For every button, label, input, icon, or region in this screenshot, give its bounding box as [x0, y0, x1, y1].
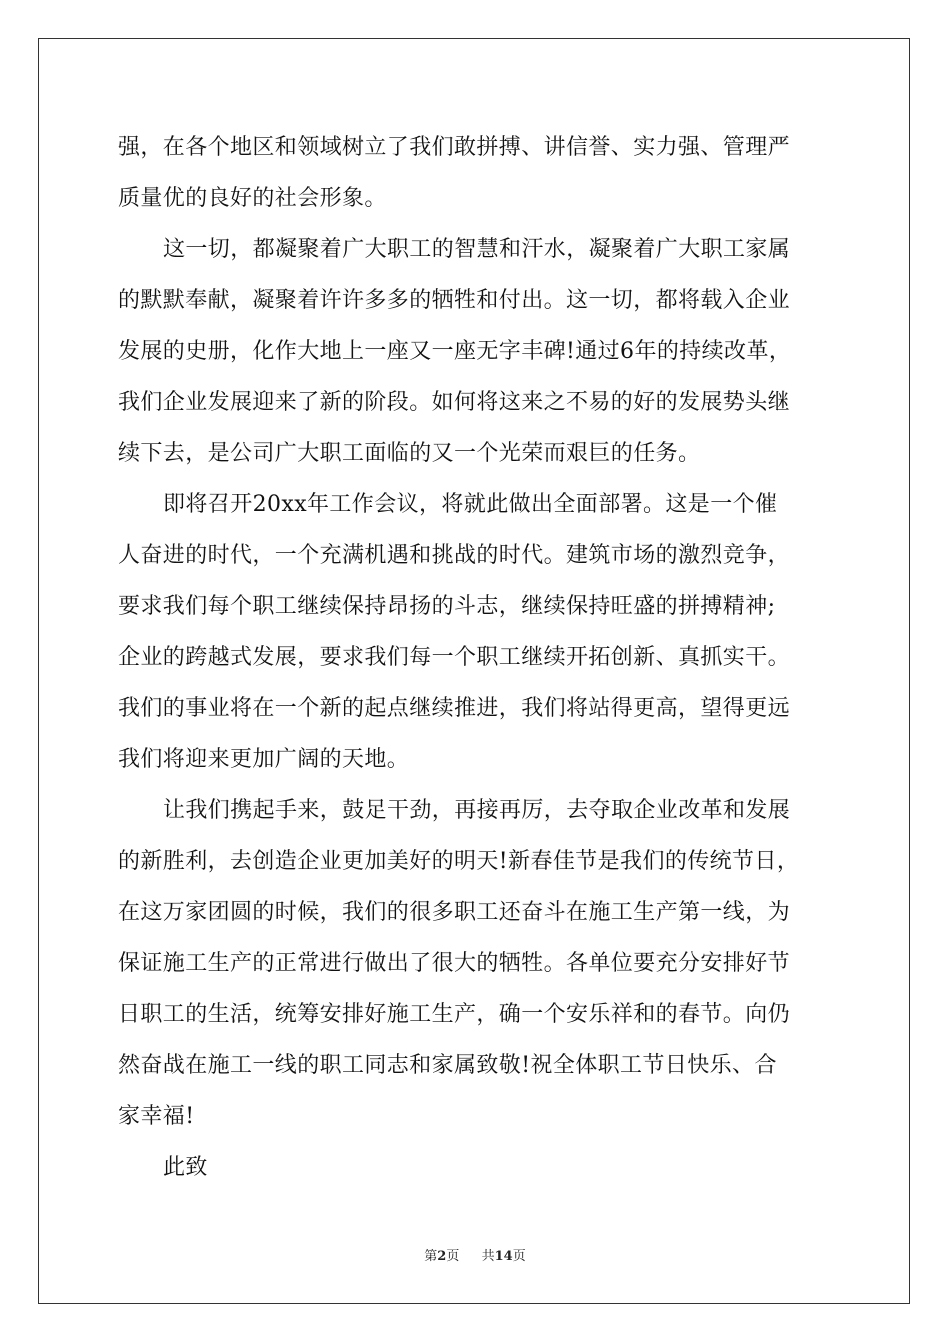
body-line: 然奋战在施工一线的职工同志和家属致敬!祝全体职工节日快乐、合	[118, 1053, 777, 1078]
paragraph-start-line: 让我们携起手来，鼓足干劲，再接再厉，去夺取企业改革和发展	[163, 798, 791, 823]
total-suffix: 页	[512, 1249, 526, 1264]
body-line: 发展的史册，化作大地上一座又一座无字丰碑!通过6年的持续改革，	[118, 339, 792, 364]
paragraph-start-line: 这一切，都凝聚着广大职工的智慧和汗水，凝聚着广大职工家属	[163, 237, 791, 262]
body-line: 我们企业发展迎来了新的阶段。如何将这来之不易的好的发展势头继	[118, 390, 791, 415]
body-line: 人奋进的时代，一个充满机遇和挑战的时代。建筑市场的激烈竞争，	[118, 543, 791, 568]
page-total: 14	[494, 1249, 513, 1264]
total-prefix: 共	[481, 1249, 495, 1264]
body-line: 强，在各个地区和领域树立了我们敢拼搏、讲信誉、实力强、管理严	[118, 135, 791, 160]
body-line: 质量优的良好的社会形象。	[118, 186, 387, 211]
body-line: 我们的事业将在一个新的起点继续推进，我们将站得更高，望得更远	[118, 696, 791, 721]
page-suffix: 页	[446, 1249, 460, 1264]
body-line: 的默默奉献，凝聚着许许多多的牺牲和付出。这一切，都将载入企业	[118, 288, 791, 313]
body-line: 在这万家团圆的时候，我们的很多职工还奋斗在施工生产第一线，为	[118, 900, 791, 925]
closing-salutation: 此致	[163, 1155, 208, 1180]
body-line: 的新胜利，去创造企业更加美好的明天!新春佳节是我们的传统节日，	[118, 849, 800, 874]
body-line: 保证施工生产的正常进行做出了很大的牺牲。各单位要充分安排好节	[118, 951, 791, 976]
body-line: 续下去，是公司广大职工面临的又一个光荣而艰巨的任务。	[118, 441, 701, 466]
body-line: 我们将迎来更加广阔的天地。	[118, 747, 410, 772]
body-line: 要求我们每个职工继续保持昂扬的斗志，继续保持旺盛的拼搏精神;	[118, 594, 776, 619]
paragraph-start-line: 即将召开20xx年工作会议，将就此做出全面部署。这是一个催	[163, 492, 778, 517]
page-current: 2	[437, 1249, 447, 1264]
page-prefix: 第	[424, 1249, 438, 1264]
body-line: 日职工的生活，统筹安排好施工生产，确一个安乐祥和的春节。向仍	[118, 1002, 791, 1027]
page-footer	[0, 1248, 950, 1266]
body-line: 家幸福!	[118, 1104, 195, 1129]
body-line: 企业的跨越式发展，要求我们每一个职工继续开拓创新、真抓实干。	[118, 645, 791, 670]
